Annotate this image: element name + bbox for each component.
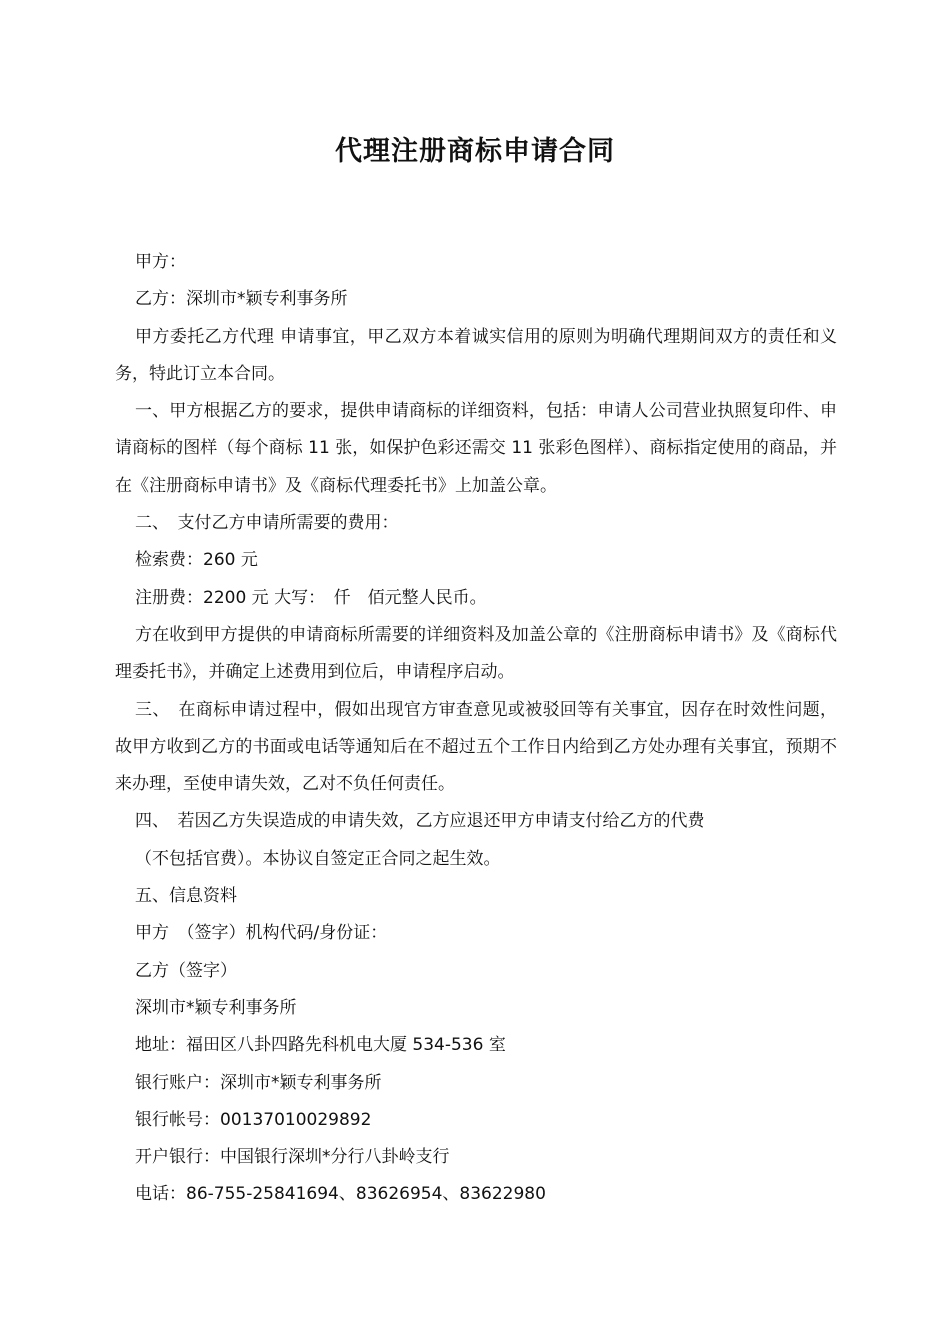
- document-body: [115, 244, 837, 1214]
- bank-account-number-line: 银行帐号：00137010029892: [135, 1109, 372, 1130]
- bank-branch-line: 开户银行：中国银行深圳*分行八卦岭支行: [135, 1147, 450, 1168]
- clause-2-heading: 二、 支付乙方申请所需要的费用：: [135, 513, 399, 534]
- party-a-line: 甲方：: [135, 252, 186, 272]
- clause-4-paragraph: 四、 若因乙方失误造成的申请失效，乙方应退还甲方申请支付给乙方的代费: [135, 811, 705, 832]
- phone-line: 电话：86-755-25841694、83626954、83622980: [135, 1184, 546, 1205]
- clause-5-heading: 五、信息资料: [135, 886, 237, 907]
- party-a-signature-line: 甲方 （签字）机构代码/身份证：: [135, 923, 388, 944]
- registration-fee-line: 注册费：2200 元 大写： 仟 佰元整人民币。: [135, 587, 487, 608]
- bank-account-name-line: 银行账户：深圳市*颖专利事务所: [135, 1072, 382, 1093]
- clause-1-paragraph: 一、甲方根据乙方的要求，提供申请商标的详细资料，包括：申请人公司营业执照复印件、申请商标的图样（每个商标 11 张，如保护色彩还需交 11 张彩色图样）、商标指定使用的商品，并在《注册商标申请书》及《商标代理委托书》上加盖公章。: [115, 401, 837, 496]
- party-b-line: 乙方：深圳市*颖专利事务所: [135, 289, 348, 310]
- firm-name-line: 深圳市*颖专利事务所: [135, 997, 297, 1018]
- intro-paragraph: 甲方委托乙方代理 申请事宜，甲乙双方本着诚实信用的原则为明确代理期间双方的责任和义务，特此订立本合同。: [115, 326, 837, 384]
- procedure-start-paragraph: 方在收到甲方提供的申请商标所需要的详细资料及加盖公章的《注册商标申请书》及《商标代理委托书》，并确定上述费用到位后，申请程序启动。: [115, 624, 837, 683]
- address-line: 地址：福田区八卦四路先科机电大厦 534-536 室: [135, 1035, 506, 1056]
- clause-4-continuation: （不包括官费）。本协议自签定正合同之起生效。: [135, 848, 501, 869]
- clause-3-paragraph: 三、 在商标申请过程中，假如出现官方审查意见或被驳回等有关事宜，因存在时效性问题，故甲方收到乙方的书面或电话等通知后在不超过五个工作日内给到乙方处办理有关事宜，预期不来办理，至使申请失效，乙对不负任何责任。: [115, 699, 837, 795]
- search-fee-line: 检索费：260 元: [135, 550, 258, 571]
- document-title: 代理注册商标申请合同: [335, 136, 615, 167]
- party-b-signature-line: 乙方（签字）: [135, 960, 237, 981]
